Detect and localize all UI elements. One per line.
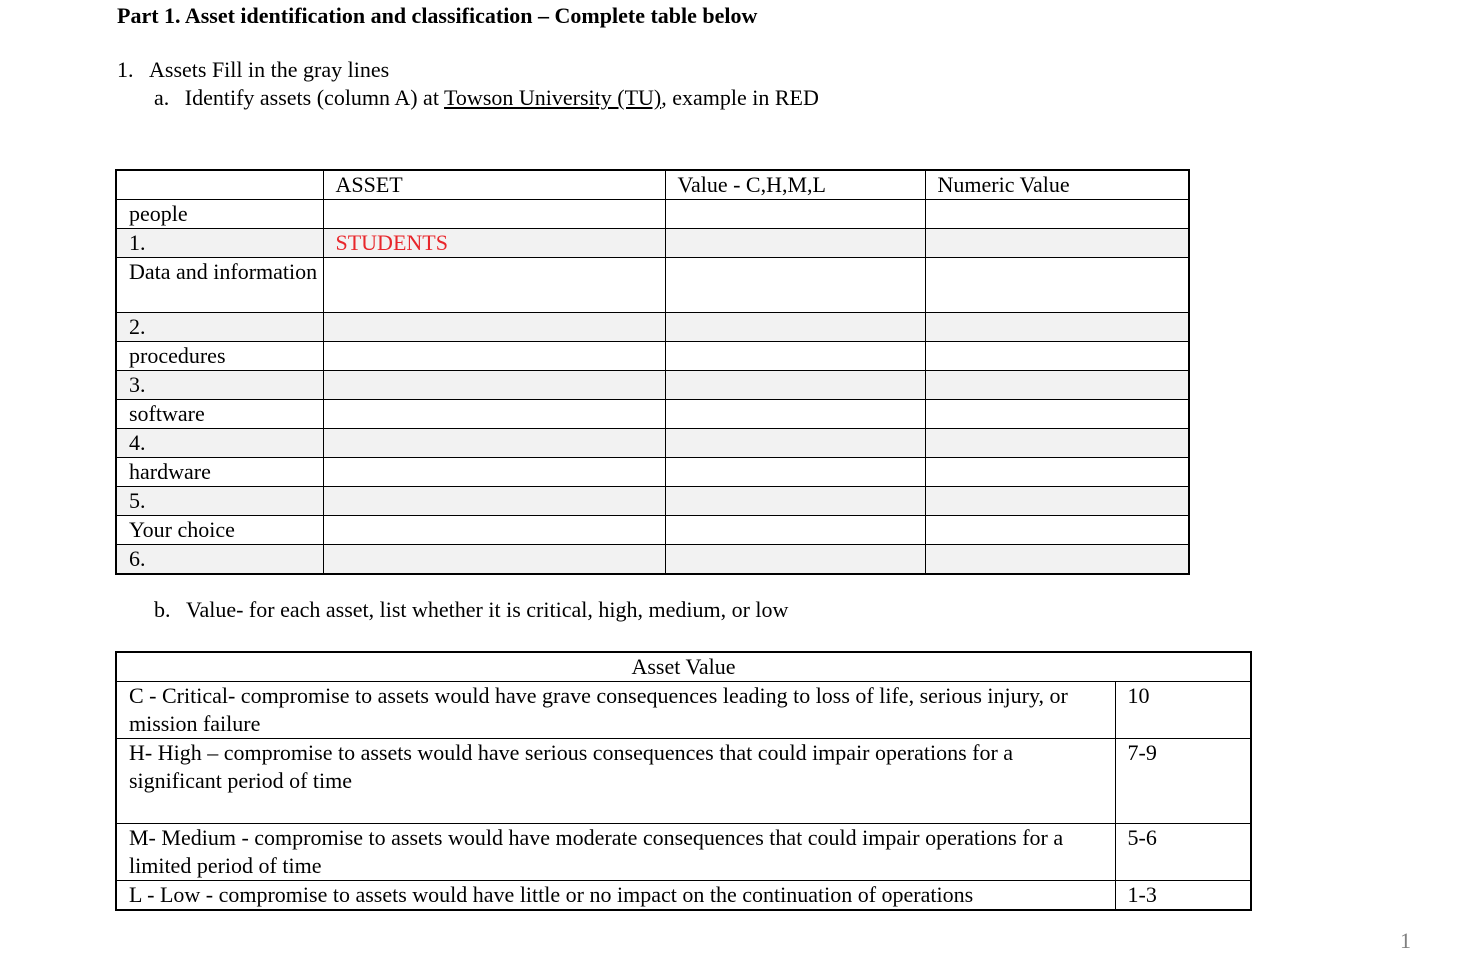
asset-value-description: M- Medium - compromise to assets would have moderate consequences that could impair operations for a limited period of time — [116, 824, 1115, 881]
asset-value-description: L - Low - compromise to assets would have little or no impact on the continuation of operations — [116, 881, 1115, 911]
value-cell[interactable] — [665, 371, 925, 400]
item-1 — [117, 57, 389, 83]
numeric-value-cell[interactable] — [925, 487, 1189, 516]
asset-row — [116, 313, 1189, 342]
asset-table-header — [116, 170, 1189, 200]
asset-row — [116, 400, 1189, 429]
asset-row — [116, 229, 1189, 258]
item-b-text: Value- for each asset, list whether it is critical, high, medium, or low — [186, 597, 789, 622]
value-cell[interactable] — [665, 429, 925, 458]
asset-row — [116, 429, 1189, 458]
row-label: hardware — [116, 458, 323, 487]
asset-value-score: 1-3 — [1115, 881, 1251, 911]
value-cell[interactable] — [665, 258, 925, 313]
numeric-value-cell[interactable] — [925, 200, 1189, 229]
item-a-before: Identify assets (column A) at — [184, 85, 445, 110]
value-cell[interactable] — [665, 545, 925, 575]
asset-row — [116, 258, 1189, 313]
asset-value-description: H- High – compromise to assets would have serious consequences that could impair operations for a significant period of time — [116, 739, 1115, 824]
row-label: 1. — [116, 229, 323, 258]
page-number: 1 — [1400, 928, 1411, 953]
numeric-value-cell[interactable] — [925, 313, 1189, 342]
numeric-value-cell[interactable] — [925, 545, 1189, 575]
item-b — [154, 597, 788, 623]
towson-link[interactable]: Towson University (TU) — [444, 85, 662, 110]
item-a — [154, 85, 819, 111]
asset-row — [116, 200, 1189, 229]
asset-cell[interactable] — [323, 545, 665, 575]
asset-cell[interactable] — [323, 342, 665, 371]
value-cell[interactable] — [665, 200, 925, 229]
asset-value-table — [115, 651, 1252, 911]
value-cell[interactable] — [665, 400, 925, 429]
asset-cell[interactable] — [323, 200, 665, 229]
asset-value-score: 10 — [1115, 682, 1251, 739]
row-label: Your choice — [116, 516, 323, 545]
asset-cell[interactable] — [323, 516, 665, 545]
asset-value-score: 5-6 — [1115, 824, 1251, 881]
numeric-value-cell[interactable] — [925, 371, 1189, 400]
asset-cell[interactable]: STUDENTS — [323, 229, 665, 258]
value-cell[interactable] — [665, 487, 925, 516]
asset-value-title: Asset Value — [116, 652, 1251, 682]
asset-value-title-row — [116, 652, 1251, 682]
page-heading: Part 1. Asset identification and classification – Complete table below — [117, 3, 758, 28]
numeric-value-cell[interactable] — [925, 458, 1189, 487]
asset-cell[interactable] — [323, 258, 665, 313]
row-label: Data and information — [116, 258, 323, 313]
value-cell[interactable] — [665, 229, 925, 258]
asset-value-score: 7-9 — [1115, 739, 1251, 824]
item-1-number: 1. — [117, 57, 134, 82]
value-cell[interactable] — [665, 313, 925, 342]
asset-value-description: C - Critical- compromise to assets would have grave consequences leading to loss of life, serious injury, or mission failure — [116, 682, 1115, 739]
row-label: procedures — [116, 342, 323, 371]
asset-value-row — [116, 682, 1251, 739]
asset-table — [115, 169, 1190, 575]
numeric-value-cell[interactable] — [925, 400, 1189, 429]
header-cell — [116, 170, 323, 200]
asset-cell[interactable] — [323, 400, 665, 429]
asset-row — [116, 458, 1189, 487]
numeric-value-cell[interactable] — [925, 229, 1189, 258]
item-a-letter: a. — [154, 85, 170, 110]
row-label: 5. — [116, 487, 323, 516]
row-label: people — [116, 200, 323, 229]
asset-cell[interactable] — [323, 371, 665, 400]
value-cell[interactable] — [665, 458, 925, 487]
row-label: 3. — [116, 371, 323, 400]
asset-value-row — [116, 881, 1251, 911]
asset-cell[interactable] — [323, 429, 665, 458]
asset-row — [116, 545, 1189, 575]
header-numeric-value: Numeric Value — [925, 170, 1189, 200]
item-a-after: , example in RED — [661, 85, 819, 110]
numeric-value-cell[interactable] — [925, 258, 1189, 313]
row-label: 4. — [116, 429, 323, 458]
row-label: 6. — [116, 545, 323, 575]
numeric-value-cell[interactable] — [925, 429, 1189, 458]
asset-row — [116, 487, 1189, 516]
asset-value-row — [116, 824, 1251, 881]
asset-value-row — [116, 739, 1251, 824]
value-cell[interactable] — [665, 342, 925, 371]
asset-row — [116, 342, 1189, 371]
header-asset: ASSET — [323, 170, 665, 200]
header-value: Value - C,H,M,L — [665, 170, 925, 200]
item-1-text: Assets Fill in the gray lines — [149, 57, 390, 82]
asset-row — [116, 516, 1189, 545]
numeric-value-cell[interactable] — [925, 342, 1189, 371]
asset-row — [116, 371, 1189, 400]
asset-cell[interactable] — [323, 458, 665, 487]
row-label: 2. — [116, 313, 323, 342]
asset-cell[interactable] — [323, 487, 665, 516]
value-cell[interactable] — [665, 516, 925, 545]
item-b-letter: b. — [154, 597, 171, 622]
numeric-value-cell[interactable] — [925, 516, 1189, 545]
asset-cell[interactable] — [323, 313, 665, 342]
row-label: software — [116, 400, 323, 429]
